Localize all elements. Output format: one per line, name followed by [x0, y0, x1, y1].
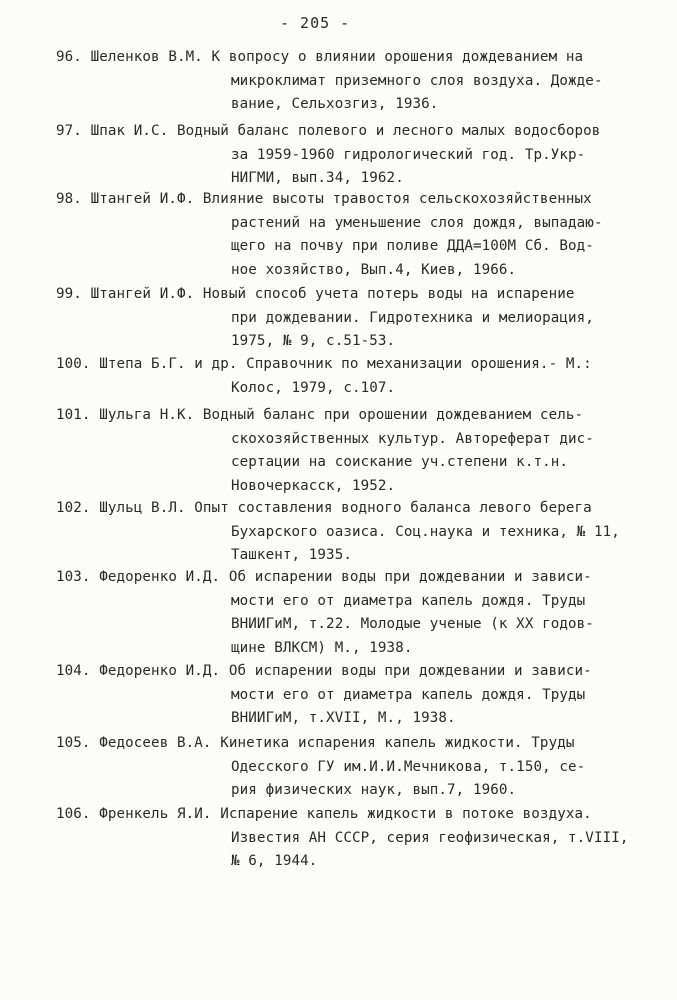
- bibliography-entry-101: [56, 404, 646, 498]
- entry-line: 98. Штангей И.Ф. Влияние высоты травостоя сельскохозяйственных: [56, 191, 592, 207]
- entry-line: при дождевании. Гидротехника и мелиорация,: [231, 309, 594, 326]
- entry-line: 101. Шульга Н.К. Водный баланс при орошении дождеванием сель-: [56, 407, 584, 423]
- bibliography-entry-98: [56, 188, 646, 282]
- bibliography-entry-100: [56, 353, 646, 400]
- entry-line: 96. Шеленков В.М. К вопросу о влиянии орошения дождеванием на: [56, 49, 584, 65]
- entry-line: № 6, 1944.: [231, 853, 318, 869]
- entry-line: щего на почву при поливе ДДА=100М Сб. Вод-: [231, 238, 594, 254]
- entry-line: Ташкент, 1935.: [231, 547, 352, 563]
- entry-line: за 1959-1960 гидрологический год. Тр.Укр-: [231, 146, 586, 163]
- entry-line: 105. Федосеев В.А. Кинетика испарения капель жидкости. Труды: [56, 735, 575, 751]
- entry-line: 1975, № 9, с.51-53.: [231, 333, 396, 349]
- entry-line: ное хозяйство, Вып.4, Киев, 1966.: [231, 261, 517, 278]
- entry-line: 102. Шульц В.Л. Опыт составления водного баланса левого берега: [56, 500, 592, 516]
- bibliography-entry-103: [56, 566, 646, 660]
- entry-line: Колос, 1979, с.107.: [231, 379, 396, 396]
- entry-line: НИГМИ, вып.34, 1962.: [231, 170, 404, 186]
- entry-line: 100. Штепа Б.Г. и др. Справочник по механизации орошения.- М.:: [56, 356, 592, 372]
- entry-line: щине ВЛКСМ) М., 1938.: [231, 639, 413, 656]
- entry-line: мости его от диаметра капель дождя. Труды: [231, 592, 586, 609]
- entry-line: микроклимат приземного слоя воздуха. Дожде-: [231, 72, 603, 89]
- entry-line: 103. Федоренко И.Д. Об испарении воды при дождевании и зависи-: [56, 569, 592, 585]
- entry-line: скохозяйственных культур. Автореферат дис-: [231, 430, 594, 447]
- entry-line: мости его от диаметра капель дождя. Труды: [231, 686, 586, 703]
- entry-line: Одесского ГУ им.И.И.Мечникова, т.150, се-: [231, 758, 586, 775]
- entry-line: Новочеркасск, 1952.: [231, 477, 396, 494]
- bibliography-entry-97: [56, 120, 646, 191]
- bibliography-entry-105: [56, 732, 646, 803]
- entry-line: вание, Сельхозгиз, 1936.: [231, 96, 439, 112]
- entry-line: сертации на соискание уч.степени к.т.н.: [231, 454, 569, 470]
- bibliography-entry-106: [56, 803, 646, 874]
- entry-line: ВНИИГиМ, т.22. Молодые ученые (к XX годов-: [231, 616, 594, 632]
- page-number: - 205 -: [280, 14, 351, 32]
- entry-line: 99. Штангей И.Ф. Новый способ учета потерь воды на испарение: [56, 286, 575, 302]
- entry-line: Известия АН СССР, серия геофизическая, т.VIII,: [231, 829, 629, 846]
- bibliography-entry-102: [56, 497, 646, 568]
- entry-line: 104. Федоренко И.Д. Об испарении воды при дождевании и зависи-: [56, 663, 592, 679]
- bibliography-entry-96: [56, 46, 646, 117]
- entry-line: рия физических наук, вып.7, 1960.: [231, 782, 517, 798]
- bibliography-entry-104: [56, 660, 646, 731]
- entry-line: 97. Шпак И.С. Водный баланс полевого и лесного малых водосборов: [56, 123, 601, 139]
- entry-line: ВНИИГиМ, т.XVII, М., 1938.: [231, 710, 456, 726]
- entry-line: Бухарского оазиса. Соц.наука и техника, № 11,: [231, 523, 620, 540]
- entry-line: растений на уменьшение слоя дождя, выпадаю-: [231, 214, 603, 231]
- bibliography-entry-99: [56, 283, 646, 354]
- entry-line: 106. Френкель Я.И. Испарение капель жидкости в потоке воздуха.: [56, 806, 592, 822]
